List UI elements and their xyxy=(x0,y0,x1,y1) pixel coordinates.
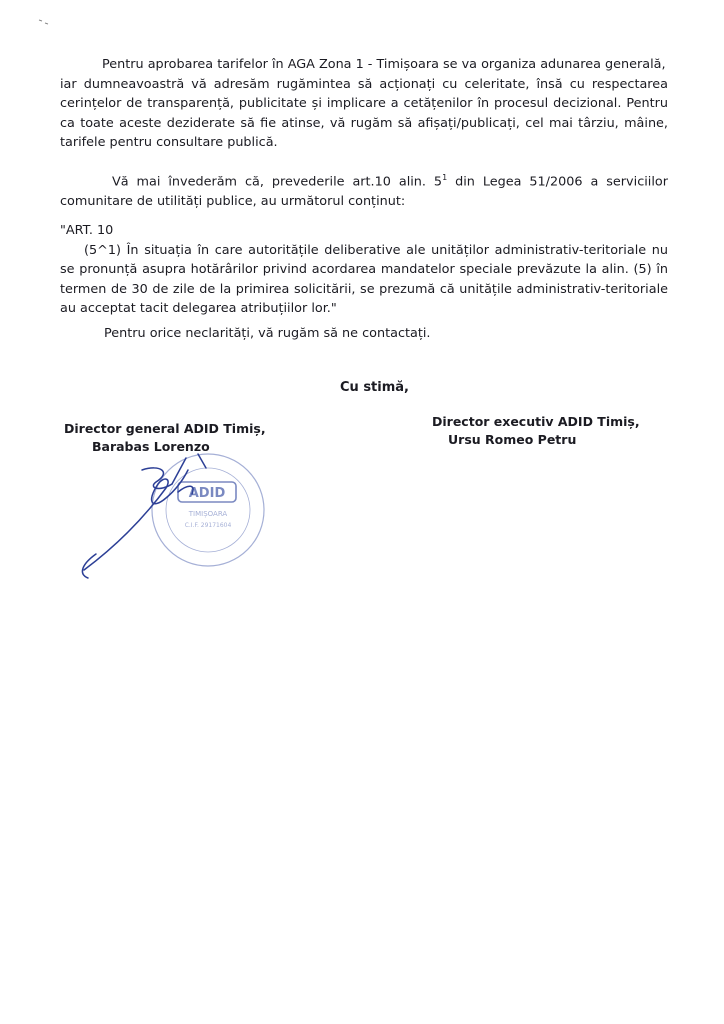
law-reference-text: Vă mai învederăm că, prevederile art.10 alin. 5 xyxy=(112,174,443,190)
quoted-article-body: (5^1) În situația în care autoritățile deliberative ale unităților administrativ-teritoriale nu se pronunță asupra hotărârilor privind acordarea mandatelor speciale prevăzute la alin. (5) în termen de 30 de zile de la primirea solicitării, se prezumă că unitățile administrativ-teritoriale au acceptat tacit delegarea atribuțiilor lor." xyxy=(60,242,668,316)
paragraph-contact: Pentru orice neclarități, vă rugăm să ne contactați. xyxy=(104,326,431,341)
paragraph-approval-first-line: Pentru aprobarea tarifelor în AGA Zona 1 - Timișoara se va organiza adunarea generală, xyxy=(102,57,666,72)
stamp-city-text: TIMIȘOARA xyxy=(188,510,228,518)
law-reference-superscript: 1 xyxy=(442,173,448,182)
signatory-right-name: Ursu Romeo Petru xyxy=(448,432,577,447)
signatory-left-title: Director general ADID Timiș, xyxy=(64,421,266,436)
scan-mark xyxy=(38,18,50,26)
stamp-and-signature xyxy=(68,448,268,588)
closing-salutation: Cu stimă, xyxy=(340,380,409,395)
signatory-right xyxy=(432,413,640,449)
stamp-logo-text: ADID xyxy=(188,486,226,501)
paragraph-law-reference xyxy=(60,168,668,211)
paragraph-approval-body: iar dumneavoastră vă adresăm rugămintea să acționați cu celeritate, însă cu respectarea cerințelor de transparență, publicitate și implicare a cetățenilor în procesul decizional. Pentru ca toate aceste deziderate să fie atinse, vă rugăm să afișați/publicați, cel mai târziu, mâine, tarifele pentru consultare publică. xyxy=(60,76,668,150)
signatory-left-name: Barabas Lorenzo xyxy=(92,439,210,454)
paragraph-approval xyxy=(60,55,668,153)
handwritten-signature xyxy=(82,454,206,578)
quoted-article xyxy=(60,221,668,319)
official-stamp xyxy=(152,454,264,566)
law-reference-text-continued: din Legea 51/2006 a serviciilor comunitare de utilități publice, au următorul conținut: xyxy=(60,174,668,209)
quoted-article-heading: "ART. 10 xyxy=(60,223,114,238)
stamp-cif-text: C.I.F. 29171604 xyxy=(184,522,232,529)
signatory-right-title: Director executiv ADID Timiș, xyxy=(432,414,640,429)
